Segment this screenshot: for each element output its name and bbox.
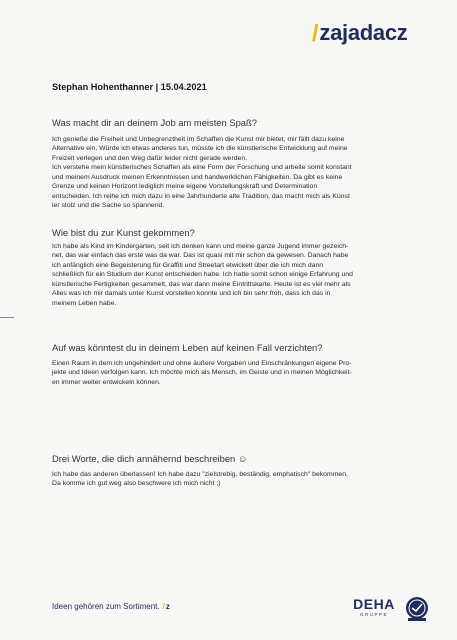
answer-2	[52, 242, 424, 308]
answer-line: Einen Raum in dem ich ungehindert und ohne äußere Vorgaben und Einschränkungen eigene Pro-	[52, 360, 352, 367]
footer-tagline-z: z	[165, 601, 170, 611]
answer-line: Ich verstehe mein künstlerisches Schaffen als eine Form der Forschung und arbeite somit konstant	[52, 164, 352, 172]
footer-tagline	[52, 599, 170, 613]
answer-line: Alles was ich mir damals unter Kunst vorstellen konnte und ich bin sehr froh, dass ich das in	[52, 290, 331, 298]
deha-wordmark: DEHA	[353, 596, 395, 612]
answer-line: en immer weiter entwickeln können.	[52, 378, 161, 386]
answer-line: Da komme ich gut weg also beschwere ich mich nicht ;)	[52, 480, 221, 488]
answer-line: net, das war einfach das erste was da war. Das ist quasi mit mir schon da gewesen. Danach habe	[52, 252, 349, 260]
logo-slash: /	[312, 20, 319, 46]
answer-line: und meinem Ausdruck meinen Erkenntnissen und handwerklichen Fähigkeiten. Da gibt es keine	[52, 173, 343, 181]
author-date-line: Stephan Hohenthanner | 15.04.2021	[52, 82, 207, 92]
question-3: Auf was könntest du in deinem Leben auf keinen Fall verzichten?	[52, 342, 323, 353]
answer-line: Ich genieße die Freiheit und Unbegrenztheit im Schaffen die Kunst mir bietet, mir fällt dazu keine	[52, 136, 345, 143]
answer-3	[52, 359, 424, 387]
logo-text: zajadacz	[319, 20, 408, 45]
answer-1	[52, 135, 424, 211]
answer-line: schließlich für ein Studium der Kunst entschieden habe. Ich hatte somit schon einige Erfahrung und	[52, 271, 353, 279]
question-1: Was macht dir an deinem Job am meisten Spaß?	[52, 117, 257, 128]
answer-line: ich anfänglich eine Begeisterung für Graffiti und Streetart etwickelt über die ich mich dann	[52, 261, 324, 269]
answer-line: künstlerische Fertigkeiten gesammelt, das war dann meine Eintrittskarte. Heute ist es viel mehr als	[52, 280, 351, 288]
question-2: Wie bist du zur Kunst gekommen?	[52, 227, 195, 238]
footer-tagline-text: Ideen gehören zum Sortiment.	[52, 601, 160, 611]
answer-line: ler stolz und die Sache so spannend.	[52, 202, 165, 210]
certification-badge-icon	[404, 596, 430, 622]
deha-subline: GRUPPE	[359, 612, 388, 617]
answer-line: Ich habe das anderen überlassen! Ich habe dazu "zielstrebig, beständig, emphatisch" bekommen.	[52, 471, 348, 478]
answer-line: meinem Leben habe.	[52, 299, 117, 307]
answer-line: jekte und Ideen verfolgen kann. Ich möchte mich als Mensch, im Geiste und in meinen Möglichkeit-	[52, 369, 352, 377]
zajadacz-logo	[312, 18, 432, 48]
deha-logo	[350, 596, 398, 626]
answer-line: Ich habe als Kind im Kindergarten, seit ich denken kann und meine ganze Jugend immer gezeich-	[52, 243, 349, 250]
margin-mark	[0, 317, 14, 318]
question-4: Drei Worte, die dich annähernd beschreiben ☺	[52, 453, 248, 464]
answer-line: Alternative ein. Würde ich etwas anderes tun, müsste ich die künstlerische Entwicklung auf meine	[52, 145, 348, 153]
answer-line: entscheiden. Ich reihe ich mich dazu in eine Jahrhunderte alte Tradition, das macht mich als Künst	[52, 192, 350, 200]
answer-4	[52, 470, 424, 489]
answer-line: Grenze und keinen Horizont lediglich meine eigene Vorstellungskraft und Determination	[52, 183, 318, 191]
answer-line: Freizeit verlegen und den Weg dafür leider nicht gerade werden.	[52, 154, 248, 162]
footer-tagline-slash: /	[162, 601, 165, 611]
